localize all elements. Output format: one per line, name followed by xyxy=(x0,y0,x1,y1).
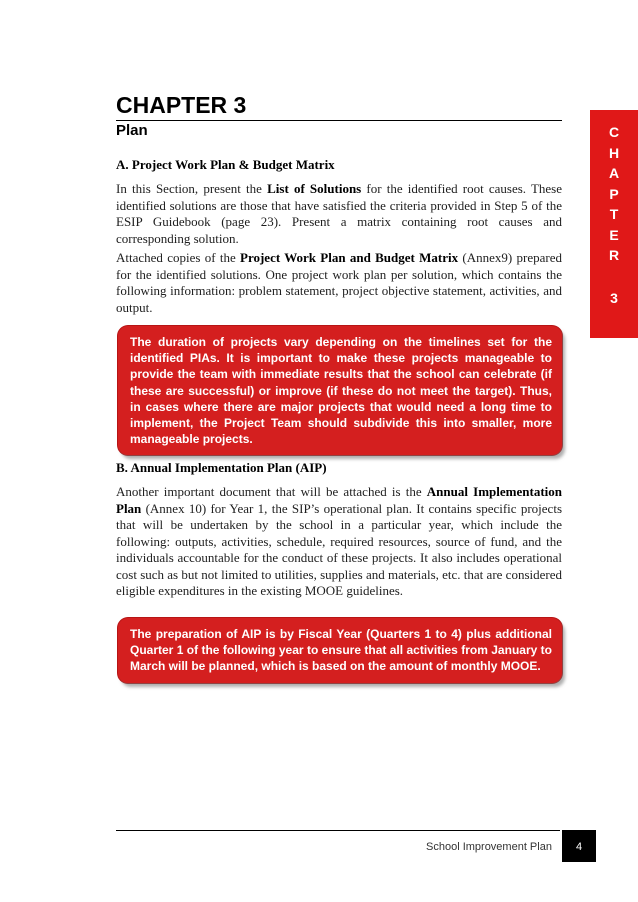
side-tab-letter: A xyxy=(608,165,620,181)
side-tab-letter: T xyxy=(609,206,619,222)
bold-term-aip: Annual Implementation Plan xyxy=(116,484,562,516)
page-number: 4 xyxy=(562,830,596,862)
bold-term-list-of-solutions: List of Solutions xyxy=(267,181,362,196)
section-a-heading: A. Project Work Plan & Budget Matrix xyxy=(116,157,335,172)
side-tab-letter: R xyxy=(608,247,620,263)
side-tab-letter: P xyxy=(609,185,619,202)
text-run: Attached copies of the xyxy=(116,250,240,265)
footer-text: School Improvement Plan xyxy=(426,841,552,853)
callout-aip-preparation: The preparation of AIP is by Fiscal Year (Quarters 1 to 4) plus additional Quarter 1 of the following year to ensure that all activities from January to March will be planned, which is based on the amount of monthly MOOE. xyxy=(118,618,562,683)
side-tab-letter: E xyxy=(609,226,619,243)
text-run: Another important document that will be attached is the xyxy=(116,484,427,499)
section-a-paragraph-1 xyxy=(116,181,562,247)
text-run: (Annex9) prepared for the identified solutions. One project work plan per solution, which contains the following information: problem statement, project objective statement, activities, and output. xyxy=(116,250,562,315)
text-run: (Annex 10) for Year 1, the SIP’s operational plan. It contains specific projects that will be undertaken by the school in a particular year, which include the following: outputs, activities, schedule, required resources, source of fund, and the individuals accountable for the conduct of these projects. It also includes operational cost such as but not limited to utilities, supplies and materials, etc. that are considered eligible expenditures in the existing MOOE guidelines. xyxy=(116,500,562,598)
callout-project-duration: The duration of projects vary depending on the timelines set for the identified PIAs. It is important to make these projects manageable to provide the team with immediate results that the school can celebrate (if these are successful) or improve (if these do not meet the target). Thus, in cases where there are major projects that would need a long time to implement, the Project Team should subdivide this into smaller, more manageable projects. xyxy=(118,326,562,455)
text-run: for the identified root causes. These identified solutions are those that have satisfied the criteria provided in Step 5 of the ESIP Guidebook (page 23). Present a matrix containing root causes and corresponding solution. xyxy=(116,181,563,246)
section-b-heading: B. Annual Implementation Plan (AIP) xyxy=(116,460,327,475)
side-tab-letter: H xyxy=(608,144,620,161)
side-tab-number: 3 xyxy=(610,289,618,306)
section-b-paragraph-1 xyxy=(116,484,562,600)
bold-term-work-plan-matrix: Project Work Plan and Budget Matrix xyxy=(240,250,459,265)
section-a-paragraph-2 xyxy=(116,250,562,316)
title-divider xyxy=(116,120,562,121)
footer-divider xyxy=(116,830,560,831)
side-tab-letter: C xyxy=(608,124,620,140)
chapter-title: CHAPTER 3 xyxy=(116,92,247,118)
chapter-subtitle: Plan xyxy=(116,122,148,139)
text-run: In this Section, present the xyxy=(116,181,268,196)
chapter-side-tab xyxy=(590,110,638,338)
